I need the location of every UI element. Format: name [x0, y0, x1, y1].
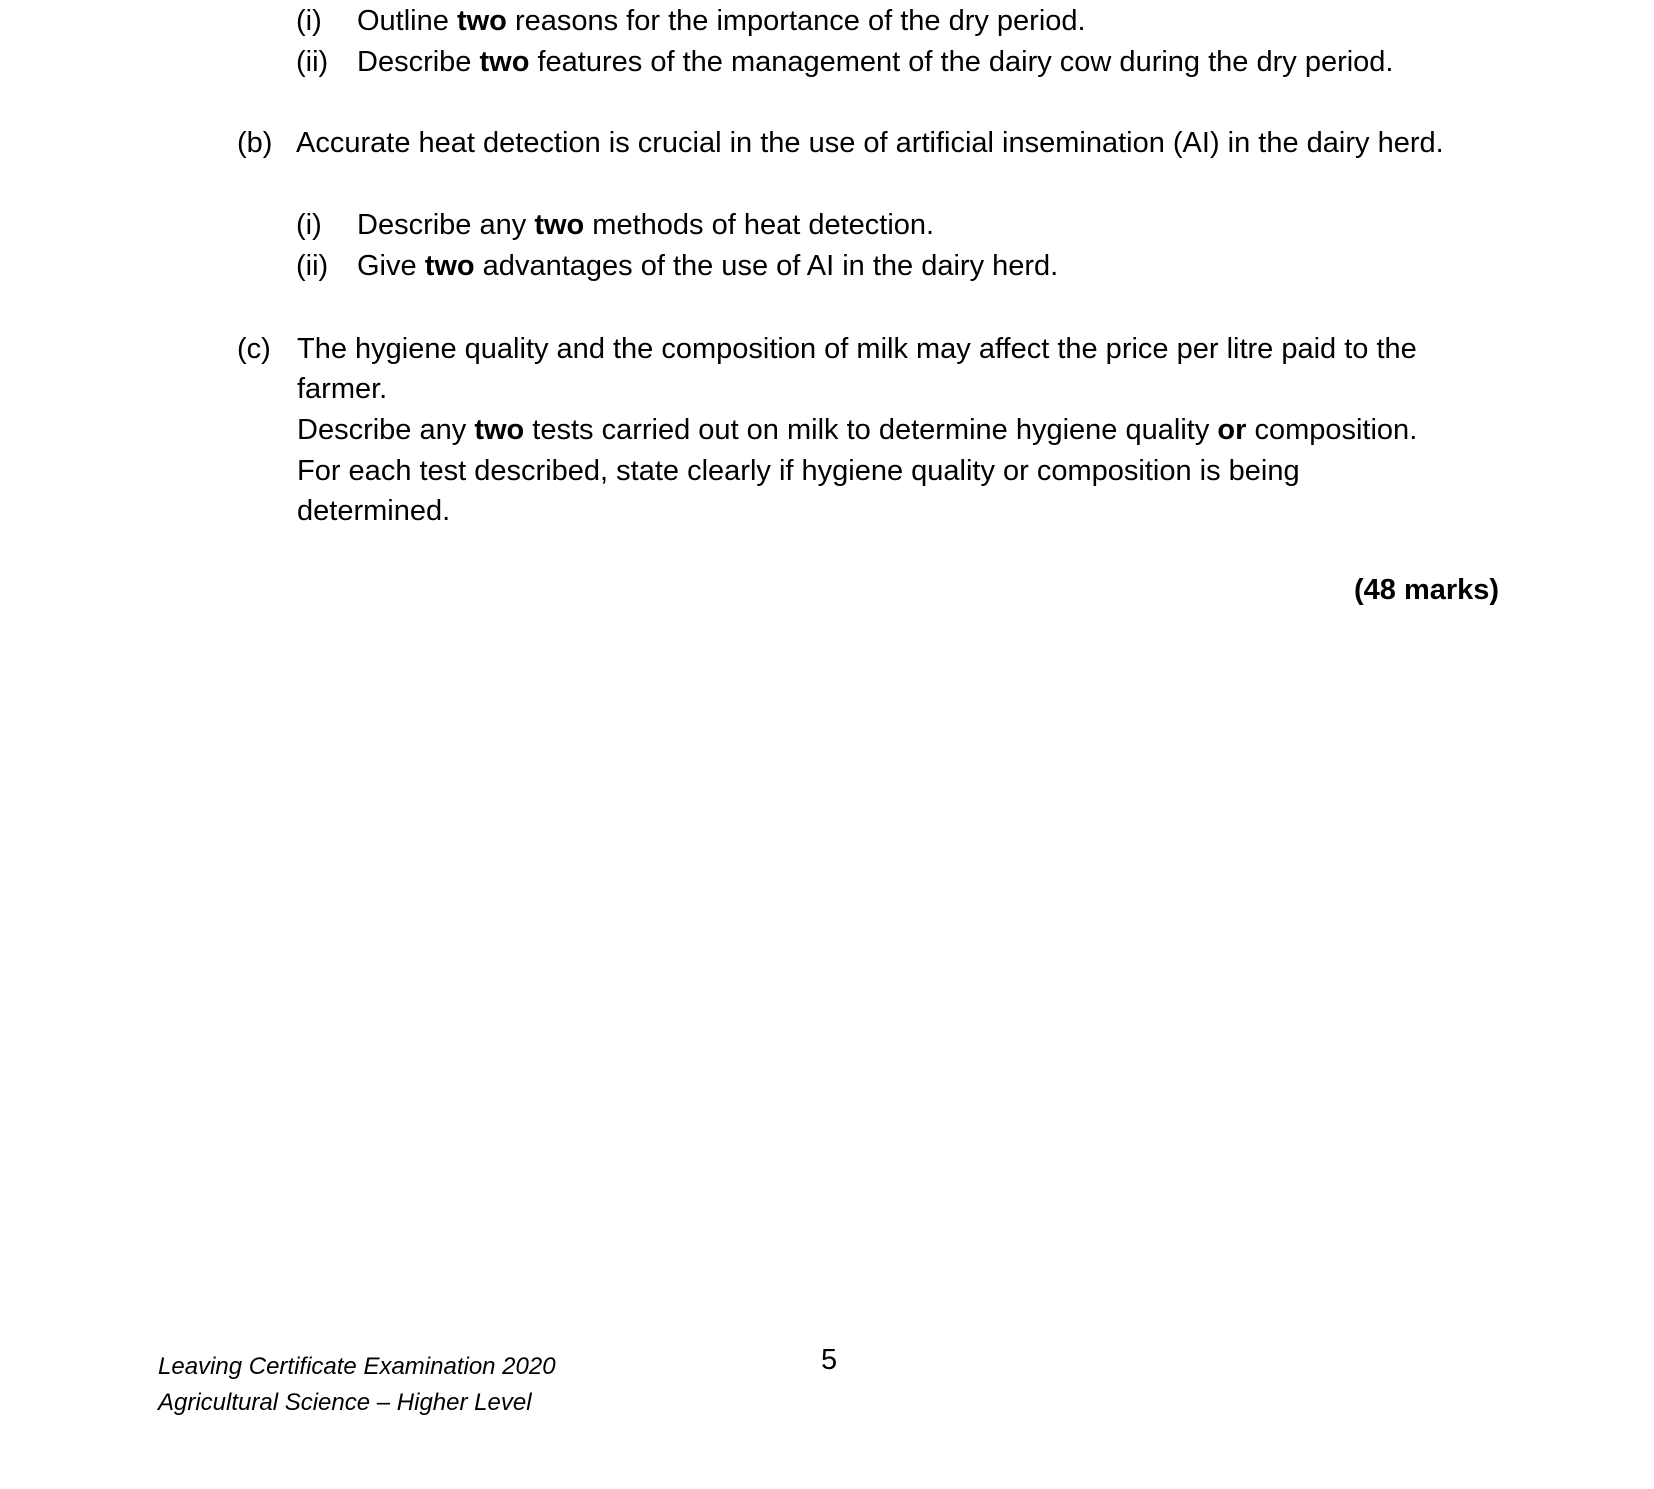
footer-exam-title: Leaving Certificate Examination 2020 [158, 1353, 556, 1380]
part-label: (c) [237, 333, 271, 365]
question-text: Accurate heat detection is crucial in the use of artificial insemination (AI) in the dairy herd. [296, 127, 1444, 159]
marks-total: (48 marks) [1354, 574, 1500, 606]
footer-subject: Agricultural Science – Higher Level [158, 1389, 532, 1416]
item-label: (i) [296, 209, 322, 241]
item-label: (i) [296, 5, 322, 37]
item-label: (ii) [296, 250, 329, 282]
item-label: (ii) [296, 46, 329, 78]
part-label: (b) [237, 127, 273, 159]
question-text: The hygiene quality and the composition of milk may affect the price per litre paid to the [297, 333, 1417, 365]
page-number: 5 [821, 1344, 838, 1376]
